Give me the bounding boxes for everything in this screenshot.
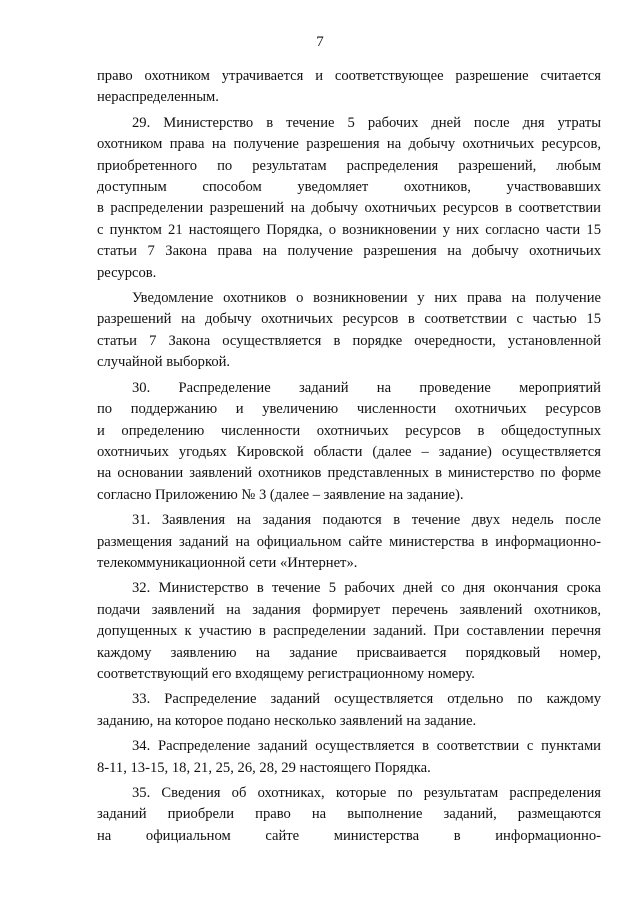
text-line: приобретенного по результатам распределения разрешений, любым bbox=[97, 157, 601, 174]
paragraph-31 bbox=[97, 510, 601, 574]
paragraph-35 bbox=[97, 783, 601, 847]
text-line: статьи 7 Закона права на получение разрешения на добычу охотничьих bbox=[97, 243, 601, 260]
paragraph-30 bbox=[97, 378, 601, 506]
text-line: 30. Распределение заданий на проведение мероприятий bbox=[132, 379, 601, 396]
text-line: доступным способом уведомляет охотников, участвовавших bbox=[97, 179, 601, 196]
text-line: в распределении разрешений на добычу охотничьих ресурсов в соответствии bbox=[97, 200, 601, 217]
paragraph-33 bbox=[97, 689, 601, 732]
text-line: допущенных к участию в распределении заданий. При составлении перечня bbox=[97, 623, 601, 640]
text-line: 31. Заявления на задания подаются в течение двух недель после bbox=[132, 512, 601, 529]
text-line: каждому заявлению на задание присваивается порядковый номер, bbox=[97, 644, 601, 661]
text-line: заданию, на которое подано несколько заявлений на задание. bbox=[97, 712, 477, 729]
text-line: нераспределенным. bbox=[97, 89, 219, 106]
text-line: статьи 7 Закона осуществляется в порядке очередности, установленной bbox=[97, 332, 601, 349]
text-line: охотничьих угодьях Кировской области (далее – задание) осуществляется bbox=[97, 443, 601, 460]
paragraph-29-notice bbox=[97, 288, 601, 374]
text-line: по поддержанию и увеличению численности охотничьих ресурсов bbox=[97, 401, 601, 418]
text-line: 35. Сведения об охотниках, которые по результатам распределения bbox=[132, 785, 601, 801]
text-line: 8-11, 13-15, 18, 21, 25, 26, 28, 29 настоящего Порядка. bbox=[97, 759, 431, 776]
text-line: с пунктом 21 настоящего Порядка, о возникновении у них согласно части 15 bbox=[97, 221, 601, 238]
paragraph-continuation bbox=[97, 66, 601, 109]
page-number: 7 bbox=[316, 34, 324, 50]
text-line: 29. Министерство в течение 5 рабочих дней после дня утраты bbox=[132, 114, 601, 131]
text-line: на основании заявлений охотников представленных в министерство по форме bbox=[97, 465, 601, 482]
text-line: разрешений на добычу охотничьих ресурсов в соответствии с частью 15 bbox=[97, 311, 601, 328]
text-line: 32. Министерство в течение 5 рабочих дней со дня окончания срока bbox=[132, 580, 601, 597]
text-line: соответствующий его входящему регистрационному номеру. bbox=[97, 665, 475, 682]
paragraph-29 bbox=[97, 113, 601, 284]
paragraph-34 bbox=[97, 736, 601, 779]
paragraph-32 bbox=[97, 578, 601, 685]
text-line: согласно Приложению № 3 (далее – заявление на задание). bbox=[97, 486, 464, 503]
text-line: и определению численности охотничьих ресурсов в общедоступных bbox=[97, 422, 601, 439]
text-line: Уведомление охотников о возникновении у них права на получение bbox=[132, 290, 601, 307]
text-line: на официальном сайте министерства в информационно- bbox=[97, 827, 601, 844]
text-line: право охотником утрачивается и соответствующее разрешение считается bbox=[97, 68, 601, 84]
text-line: размещения заданий на официальном сайте министерства в информационно- bbox=[97, 533, 601, 550]
text-line: заданий приобрели право на выполнение заданий, размещаются bbox=[97, 806, 601, 823]
text-line: случайной выборкой. bbox=[97, 354, 231, 371]
text-line: ресурсов. bbox=[97, 264, 157, 281]
text-line: телекоммуникационной сети «Интернет». bbox=[97, 554, 358, 571]
text-line: 34. Распределение заданий осуществляется в соответствии с пунктами bbox=[132, 738, 601, 755]
text-line: охотником права на получение разрешения на добычу охотничьих ресурсов, bbox=[97, 136, 601, 153]
document-body bbox=[97, 66, 601, 847]
text-line: подачи заявлений на задания формирует перечень заявлений охотников, bbox=[97, 601, 601, 618]
text-line: 33. Распределение заданий осуществляется отдельно по каждому bbox=[132, 691, 601, 708]
